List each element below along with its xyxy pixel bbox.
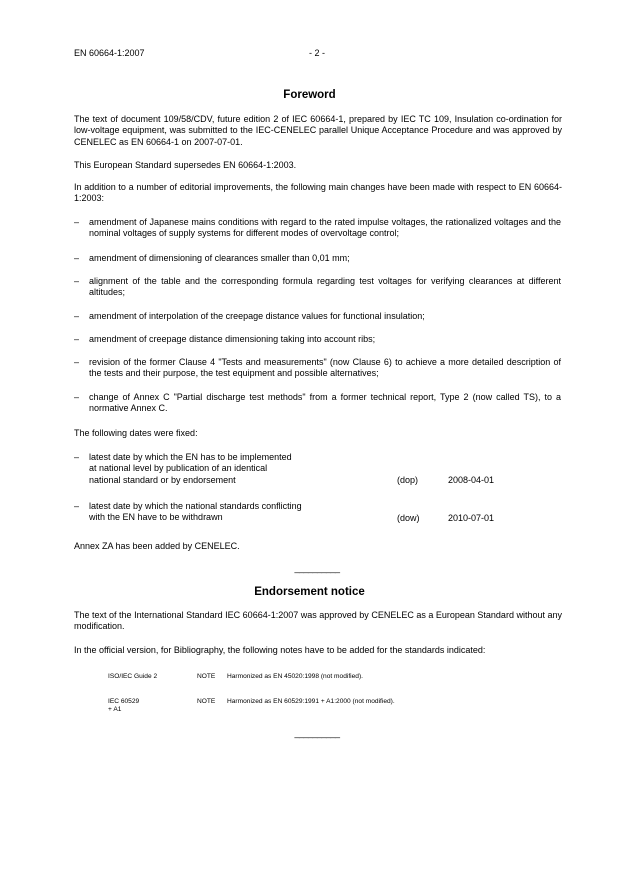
note-standard: ISO/IEC Guide 2 xyxy=(108,673,158,680)
list-item: amendment of Japanese mains conditions with regard to the rated impulse voltages, the rationalized voltages and the nominal voltages of supply systems for different modes of overvoltage control; xyxy=(89,217,561,239)
section-separator: __________ xyxy=(294,563,340,573)
date-code-dow: (dow) xyxy=(397,513,420,523)
endorsement-title: Endorsement notice xyxy=(254,586,365,598)
endorsement-para-1: The text of the International Standard IEC 60664-1:2007 was approved by CENELEC as a European Standard without any modification. xyxy=(74,610,562,632)
date-item-dop-description: latest date by which the EN has to be implemented at national level by publication of an identical national standard or by endorsement xyxy=(89,452,292,485)
list-item: amendment of creepage distance dimensioning taking into account ribs; xyxy=(89,334,376,344)
header-page-number: - 2 - xyxy=(309,48,326,58)
list-bullet: – xyxy=(74,501,80,511)
note-standard: IEC 60529 + A1 xyxy=(108,698,140,713)
list-item: revision of the former Clause 4 "Tests and measurements" (now Clause 6) to achieve a more detailed description of the tests and their purpose, the test equipment and possible alternatives; xyxy=(89,357,561,379)
list-bullet: – xyxy=(74,334,80,344)
annex-note: Annex ZA has been added by CENELEC. xyxy=(74,541,240,551)
list-bullet: – xyxy=(74,217,80,227)
list-bullet: – xyxy=(74,276,80,286)
list-bullet: – xyxy=(74,452,80,462)
note-text: Harmonized as EN 60529:1991 + A1:2000 (not modified). xyxy=(227,698,395,705)
date-value-dop: 2008-04-01 xyxy=(448,475,495,485)
header-doc-id: EN 60664-1:2007 xyxy=(74,48,145,58)
date-code-dop: (dop) xyxy=(397,475,419,485)
foreword-title: Foreword xyxy=(283,89,336,101)
note-label: NOTE xyxy=(197,698,216,705)
list-item: amendment of interpolation of the creepage distance values for functional insulation; xyxy=(89,311,425,321)
list-bullet: – xyxy=(74,392,80,402)
section-separator: __________ xyxy=(294,728,340,738)
list-item: alignment of the table and the corresponding formula regarding test voltages for verifying clearances at different altitudes; xyxy=(89,276,561,298)
foreword-para-2: This European Standard supersedes EN 60664-1:2003. xyxy=(74,160,297,170)
endorsement-para-2: In the official version, for Bibliography, the following notes have to be added for the standards indicated: xyxy=(74,645,486,655)
date-item-dow-description: latest date by which the national standards conflicting with the EN have to be withdrawn xyxy=(89,501,302,523)
foreword-para-1: The text of document 109/58/CDV, future edition 2 of IEC 60664-1, prepared by IEC TC 109, Insulation co-ordination for low-voltage equipment, was submitted to the IEC-CENELEC parallel Unique Acceptance Procedure and was approved by CENELEC as EN 60664-1 on 2007-07-01. xyxy=(74,114,562,147)
dates-intro: The following dates were fixed: xyxy=(74,428,198,438)
note-label: NOTE xyxy=(197,673,216,680)
foreword-para-3: In addition to a number of editorial improvements, the following main changes have been made with respect to EN 60664-1:2003: xyxy=(74,182,562,204)
list-bullet: – xyxy=(74,253,80,263)
list-item: amendment of dimensioning of clearances smaller than 0,01 mm; xyxy=(89,253,350,263)
list-bullet: – xyxy=(74,311,80,321)
date-value-dow: 2010-07-01 xyxy=(448,513,495,523)
list-bullet: – xyxy=(74,357,80,367)
list-item: change of Annex C "Partial discharge test methods" from a former technical report, Type 2 (now called TS), to a normative Annex C. xyxy=(89,392,561,414)
note-text: Harmonized as EN 45020:1998 (not modified). xyxy=(227,673,363,680)
